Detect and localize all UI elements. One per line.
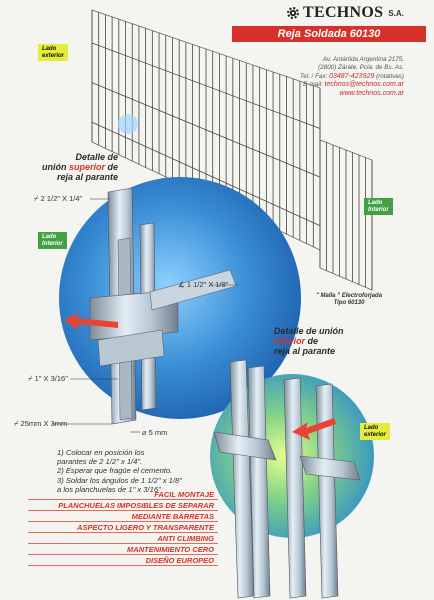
- step-line: 2) Esperar que fragüe el cemento.: [57, 466, 173, 476]
- phone-number: 03487-423929: [329, 72, 375, 80]
- feature-item: PLANCHUELAS IMPOSIBLES DE SEPARAR: [28, 500, 218, 511]
- dim-label-post: ⌿ 2 1/2" X 1/4": [34, 194, 83, 203]
- email-link[interactable]: technos@technos.com.ar: [324, 81, 404, 89]
- product-banner: Reja Soldada 60130: [232, 26, 426, 42]
- tag-interior-right: Lado Interior: [364, 198, 393, 215]
- feature-item: DISEÑO EUROPEO: [28, 555, 218, 566]
- email-line: E-mail: technos@technos.com.ar: [303, 81, 404, 89]
- fence-panel-right: [320, 140, 372, 290]
- detail-caption-top: Detalle de unión superior de reja al parante: [41, 152, 118, 182]
- feature-item: ANTI CLIMBING: [28, 533, 218, 544]
- feature-item: ASPECTO LIGERO Y TRANSPARENTE: [28, 522, 218, 533]
- brand-suffix: S.A.: [388, 8, 404, 18]
- step-line: 3) Soldar los ángulos de 1 1/2" x 1/8": [57, 475, 182, 485]
- tag-exterior-bottom: Lado exterior: [360, 423, 390, 440]
- step-line: 1) Colocar en posición los: [57, 448, 145, 457]
- installation-steps: [57, 448, 207, 494]
- dim-label-angle: ∡ 1 1/2" X 1/8": [178, 280, 229, 289]
- tag-interior-left: Lado Interior: [38, 232, 67, 249]
- step-line: a los planchuelas de 1" x 3/16": [57, 484, 161, 494]
- features-list: [28, 489, 218, 566]
- feature-item: FACIL MONTAJE: [28, 489, 218, 500]
- dim-label-bar: ⌿ 1" X 3/16": [28, 374, 68, 383]
- brand-name: TECHNOS: [303, 4, 384, 21]
- mesh-caption: " Malla " Electroforjada Tipo 60130: [316, 293, 383, 306]
- feature-item: MEDIANTE BARRETAS: [28, 511, 218, 522]
- diameter-icon: ⌀: [142, 428, 147, 437]
- address-line-1: Av. Antártida Argentina 2175,: [322, 56, 404, 63]
- detail-caption-bottom: Detalle de unión inferior de reja al parante: [274, 326, 344, 356]
- address-line-2: (2800) Zárate, Pcia. de Bs. As.: [318, 64, 404, 72]
- dim-label-strap: ⌿ 25mm X 3mm: [14, 419, 68, 428]
- step-line: parantes de 2 1/2" x 1/4".: [57, 457, 143, 467]
- web-link[interactable]: www.technos.com.ar: [339, 89, 404, 97]
- feature-item: MANTENIMIENTO CERO: [28, 544, 218, 555]
- tag-exterior-top: Lado exterior: [38, 44, 68, 61]
- dim-label-rod: ⌀ 5 mm: [142, 428, 168, 437]
- phone-line: Tel. / Fax: 03487-423929 (rotativas): [299, 72, 404, 80]
